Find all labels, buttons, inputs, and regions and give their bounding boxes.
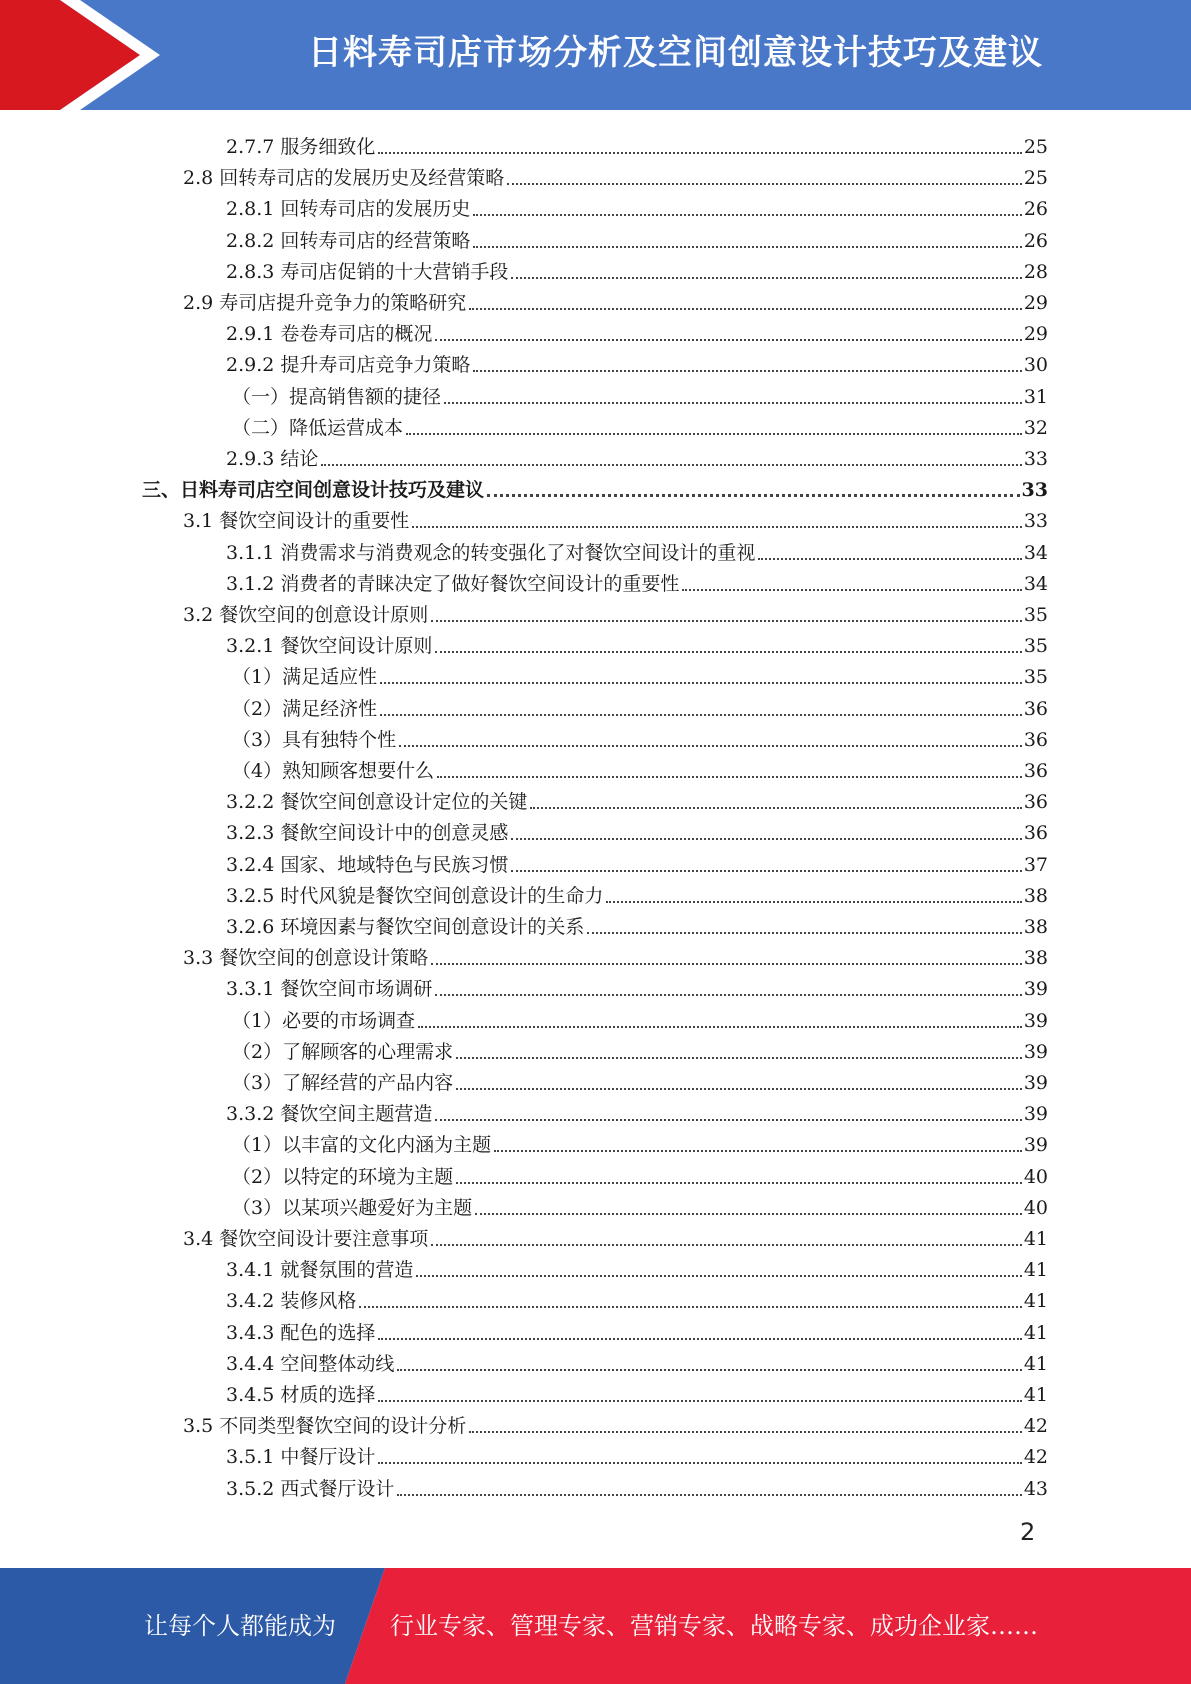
- toc-entry[interactable]: [226, 908, 1048, 939]
- toc-entry[interactable]: [226, 877, 1048, 908]
- toc-entry-page: 43: [1023, 1477, 1048, 1500]
- toc-entry[interactable]: [226, 1438, 1048, 1469]
- toc-entry-label: 3.4 餐饮空间设计要注意事项: [183, 1228, 429, 1250]
- toc-dot-leader: [380, 682, 1022, 684]
- toc-dot-leader: [473, 370, 1021, 372]
- toc-entry-label: （二）降低运营成本: [232, 416, 404, 439]
- toc-entry-label: 3.2 餐饮空间的创意设计原则: [183, 604, 429, 626]
- toc-entry-label: 2.9.2 提升寿司店竞争力策略: [226, 354, 471, 377]
- toc-entry[interactable]: [183, 939, 1048, 970]
- toc-entry-label: 三、日料寿司店空间创意设计技巧及建议: [142, 479, 485, 502]
- toc-entry-page: 37: [1023, 853, 1048, 876]
- toc-entry-page: 41: [1023, 1384, 1048, 1406]
- toc-entry-page: 36: [1023, 728, 1048, 751]
- toc-entry-page: 39: [1023, 1009, 1048, 1032]
- toc-entry-label: 3.4.5 材质的选择: [226, 1384, 376, 1406]
- toc-dot-leader: [431, 620, 1022, 622]
- toc-entry-label: 3.4.4 空间整体动线: [226, 1352, 395, 1375]
- toc-entry-page: 39: [1023, 1103, 1048, 1126]
- toc-dot-leader: [473, 214, 1021, 216]
- toc-entry[interactable]: [232, 409, 1048, 440]
- toc-dot-leader: [397, 1494, 1021, 1496]
- toc-dot-leader: [511, 870, 1021, 872]
- toc-entry-page: 42: [1023, 1415, 1048, 1438]
- toc-entry[interactable]: [183, 502, 1048, 533]
- toc-entry-page: 35: [1023, 604, 1048, 626]
- toc-entry-label: 3.5 不同类型餐饮空间的设计分析: [183, 1415, 467, 1438]
- page-number: 2: [1020, 1518, 1036, 1546]
- toc-entry-page: 41: [1023, 1228, 1048, 1250]
- toc-entry[interactable]: [232, 1126, 1048, 1157]
- toc-entry-label: 3.4.1 就餐氛围的营造: [226, 1259, 414, 1282]
- toc-entry[interactable]: [226, 970, 1048, 1001]
- toc-entry-label: （2）了解顾客的心理需求: [232, 1040, 454, 1063]
- toc-entry[interactable]: [226, 440, 1048, 471]
- toc-dot-leader: [456, 1088, 1022, 1090]
- toc-dot-leader: [416, 1275, 1021, 1277]
- toc-entry-page: 31: [1023, 385, 1048, 408]
- toc-entry-label: （1）满足适应性: [232, 666, 378, 689]
- toc-dot-leader: [378, 1338, 1021, 1340]
- toc-entry-page: 39: [1023, 1040, 1048, 1063]
- toc-entry-label: 3.2.1 餐饮空间设计原则: [226, 635, 433, 658]
- toc-dot-leader: [758, 558, 1021, 560]
- toc-entry[interactable]: [226, 627, 1048, 658]
- document-title: 日料寿司店市场分析及空间创意设计技巧及建议: [308, 33, 1043, 73]
- toc-entry-label: 2.8.1 回转寿司店的发展历史: [226, 198, 471, 221]
- toc-dot-leader: [587, 932, 1021, 934]
- toc-entry[interactable]: [226, 846, 1048, 877]
- toc-entry-label: （4）熟知顾客想要什么: [232, 760, 435, 782]
- toc-entry[interactable]: [226, 565, 1048, 596]
- toc-entry-label: 3.2.6 环境因素与餐饮空间创意设计的关系: [226, 916, 585, 938]
- toc-dot-leader: [475, 1213, 1022, 1215]
- toc-dot-leader: [431, 963, 1022, 965]
- toc-entry-page: 41: [1023, 1259, 1048, 1282]
- toc-entry-page: 36: [1023, 822, 1048, 845]
- toc-dot-leader: [380, 714, 1022, 716]
- toc-entry-page: 36: [1023, 760, 1048, 782]
- toc-entry-label: 3.3.2 餐饮空间主题营造: [226, 1103, 433, 1126]
- toc-entry-page: 26: [1023, 229, 1048, 252]
- toc-entry[interactable]: [226, 1095, 1048, 1126]
- toc-entry-page: 38: [1023, 947, 1048, 970]
- toc-dot-leader: [444, 402, 1022, 404]
- toc-entry-page: 33: [1021, 479, 1048, 502]
- toc-entry-page: 29: [1023, 323, 1048, 346]
- toc-entry-page: 39: [1023, 978, 1048, 1001]
- toc-dot-leader: [435, 994, 1021, 996]
- toc-entry-label: 3.1 餐饮空间设计的重要性: [183, 510, 410, 533]
- toc-entry[interactable]: [232, 752, 1048, 783]
- toc-dot-leader: [431, 1244, 1022, 1246]
- toc-entry[interactable]: [232, 378, 1048, 409]
- toc-entry[interactable]: [226, 1314, 1048, 1345]
- toc-dot-leader: [437, 776, 1022, 778]
- toc-entry-label: （2）满足经济性: [232, 697, 378, 720]
- toc-dot-leader: [682, 589, 1021, 591]
- toc-dot-leader: [530, 807, 1021, 809]
- toc-dot-leader: [469, 1431, 1022, 1433]
- toc-dot-leader: [359, 1306, 1021, 1308]
- toc-entry[interactable]: [232, 1064, 1048, 1095]
- page-header: [0, 0, 1191, 110]
- toc-entry-label: 3.1.1 消费需求与消费观念的转变强化了对餐饮空间设计的重视: [226, 541, 756, 564]
- toc-entry-page: 42: [1023, 1446, 1048, 1469]
- toc-entry[interactable]: [226, 1376, 1048, 1407]
- toc-entry[interactable]: [232, 1158, 1048, 1189]
- toc-entry-page: 41: [1023, 1290, 1048, 1313]
- toc-dot-leader: [456, 1182, 1022, 1184]
- toc-entry-label: 3.2.5 时代风貌是餐饮空间创意设计的生命力: [226, 884, 604, 907]
- toc-dot-leader: [435, 339, 1021, 341]
- toc-entry-page: 40: [1023, 1165, 1048, 1188]
- toc-entry-page: 32: [1023, 416, 1048, 439]
- toc-entry[interactable]: [232, 1033, 1048, 1064]
- toc-dot-leader: [494, 1150, 1022, 1152]
- toc-entry[interactable]: [226, 1470, 1048, 1501]
- toc-entry-page: 34: [1023, 572, 1048, 595]
- toc-dot-leader: [378, 1462, 1021, 1464]
- toc-entry[interactable]: [232, 1002, 1048, 1033]
- toc-dot-leader: [406, 433, 1022, 435]
- toc-dot-leader: [487, 494, 1020, 497]
- toc-entry-label: 3.2.3 餐飲空间设计中的创意灵感: [226, 822, 509, 845]
- toc-entry[interactable]: [226, 534, 1048, 565]
- toc-entry-label: （1）必要的市场调查: [232, 1009, 416, 1032]
- toc-entry-label: （一）提高销售额的捷径: [232, 385, 442, 408]
- toc-entry[interactable]: [183, 596, 1048, 627]
- toc-entry[interactable]: [183, 284, 1048, 315]
- footer-slogan-left: 让每个人都能成为: [144, 1612, 336, 1640]
- toc-entry[interactable]: [232, 658, 1048, 689]
- toc-dot-leader: [378, 152, 1021, 154]
- toc-entry[interactable]: [226, 783, 1048, 814]
- toc-entry-page: 36: [1023, 697, 1048, 720]
- toc-dot-leader: [469, 308, 1022, 310]
- toc-entry-page: 34: [1023, 541, 1048, 564]
- toc-dot-leader: [606, 901, 1021, 903]
- toc-dot-leader: [378, 1400, 1021, 1402]
- toc-entry-label: 2.7.7 服务细致化: [226, 136, 376, 158]
- toc-entry-label: （1）以丰富的文化内涵为主题: [232, 1134, 492, 1157]
- toc-entry-label: 2.9.1 卷卷寿司店的概况: [226, 323, 433, 346]
- toc-entry-page: 35: [1023, 635, 1048, 658]
- toc-entry-label: 3.1.2 消费者的青睐决定了做好餐饮空间设计的重要性: [226, 572, 680, 595]
- toc-entry-page: 40: [1023, 1196, 1048, 1219]
- toc-entry[interactable]: [183, 1407, 1048, 1438]
- toc-entry-page: 26: [1023, 198, 1048, 221]
- toc-entry-page: 38: [1023, 884, 1048, 907]
- toc-entry-page: 30: [1023, 354, 1048, 377]
- toc-dot-leader: [507, 183, 1022, 185]
- toc-entry[interactable]: [226, 1282, 1048, 1313]
- toc-dot-leader: [456, 1057, 1022, 1059]
- toc-entry-page: 25: [1023, 136, 1048, 158]
- toc-entry-page: 28: [1023, 260, 1048, 283]
- toc-entry-page: 41: [1023, 1352, 1048, 1375]
- toc-entry-label: 2.9.3 结论: [226, 448, 319, 470]
- toc-entry-page: 41: [1023, 1321, 1048, 1344]
- toc-entry[interactable]: [226, 222, 1048, 253]
- toc-entry[interactable]: [226, 346, 1048, 377]
- page-footer: [0, 1568, 1191, 1684]
- toc-entry[interactable]: [232, 690, 1048, 721]
- toc-dot-leader: [321, 464, 1021, 466]
- toc-entry[interactable]: [226, 253, 1048, 284]
- toc-dot-leader: [418, 1026, 1022, 1028]
- toc-dot-leader: [399, 745, 1022, 747]
- toc-entry[interactable]: [226, 814, 1048, 845]
- toc-entry[interactable]: [232, 721, 1048, 752]
- toc-entry[interactable]: [226, 190, 1048, 221]
- toc-entry-page: 39: [1023, 1072, 1048, 1094]
- toc-entry[interactable]: [183, 1220, 1048, 1251]
- toc-entry-label: 3.5.2 西式餐厅设计: [226, 1477, 395, 1500]
- toc-dot-leader: [435, 1119, 1021, 1121]
- toc-entry[interactable]: [183, 159, 1048, 190]
- toc-entry-label: 3.3.1 餐饮空间市场调研: [226, 978, 433, 1001]
- footer-slogan-right: 行业专家、管理专家、营销专家、战略专家、成功企业家……: [390, 1612, 1038, 1640]
- toc-entry[interactable]: [226, 315, 1048, 346]
- toc-entry-page: 35: [1023, 666, 1048, 689]
- toc-entry-label: 3.4.3 配色的选择: [226, 1321, 376, 1344]
- toc-entry-label: （3）以某项兴趣爱好为主题: [232, 1196, 473, 1219]
- toc-entry-label: 3.5.1 中餐厅设计: [226, 1446, 376, 1469]
- toc-entry[interactable]: [226, 128, 1048, 159]
- toc-entry-page: 36: [1023, 791, 1048, 814]
- toc-entry-label: （2）以特定的环境为主题: [232, 1165, 454, 1188]
- toc-dot-leader: [397, 1369, 1021, 1371]
- toc-entry-label: 2.8 回转寿司店的发展历史及经营策略: [183, 167, 505, 190]
- toc-dot-leader: [412, 526, 1022, 528]
- toc-entry-page: 29: [1023, 292, 1048, 314]
- toc-entry-label: （3）具有独特个性: [232, 728, 397, 751]
- toc-entry-label: 2.8.3 寿司店促销的十大营销手段: [226, 260, 509, 283]
- toc-entry[interactable]: [226, 1345, 1048, 1376]
- toc-entry-page: 33: [1023, 448, 1048, 470]
- toc-dot-leader: [473, 246, 1021, 248]
- toc-entry[interactable]: [232, 1189, 1048, 1220]
- toc-entry[interactable]: [142, 471, 1048, 502]
- toc-entry-label: 3.2.2 餐饮空间创意设计定位的关键: [226, 791, 528, 814]
- toc-entry-page: 33: [1023, 510, 1048, 533]
- toc-entry-label: （3）了解经营的产品内容: [232, 1072, 454, 1094]
- toc-dot-leader: [435, 651, 1021, 653]
- toc-entry-page: 39: [1023, 1134, 1048, 1157]
- toc-dot-leader: [511, 838, 1021, 840]
- toc-entry-label: 3.2.4 国家、地域特色与民族习惯: [226, 853, 509, 876]
- toc-entry-label: 2.9 寿司店提升竞争力的策略研究: [183, 292, 467, 314]
- toc-entry-label: 3.4.2 装修风格: [226, 1290, 357, 1313]
- toc-dot-leader: [511, 277, 1021, 279]
- toc-entry-label: 3.3 餐饮空间的创意设计策略: [183, 947, 429, 970]
- toc-entry-page: 38: [1023, 916, 1048, 938]
- toc-entry-page: 25: [1023, 167, 1048, 190]
- toc-entry[interactable]: [226, 1251, 1048, 1282]
- toc-entry-label: 2.8.2 回转寿司店的经营策略: [226, 229, 471, 252]
